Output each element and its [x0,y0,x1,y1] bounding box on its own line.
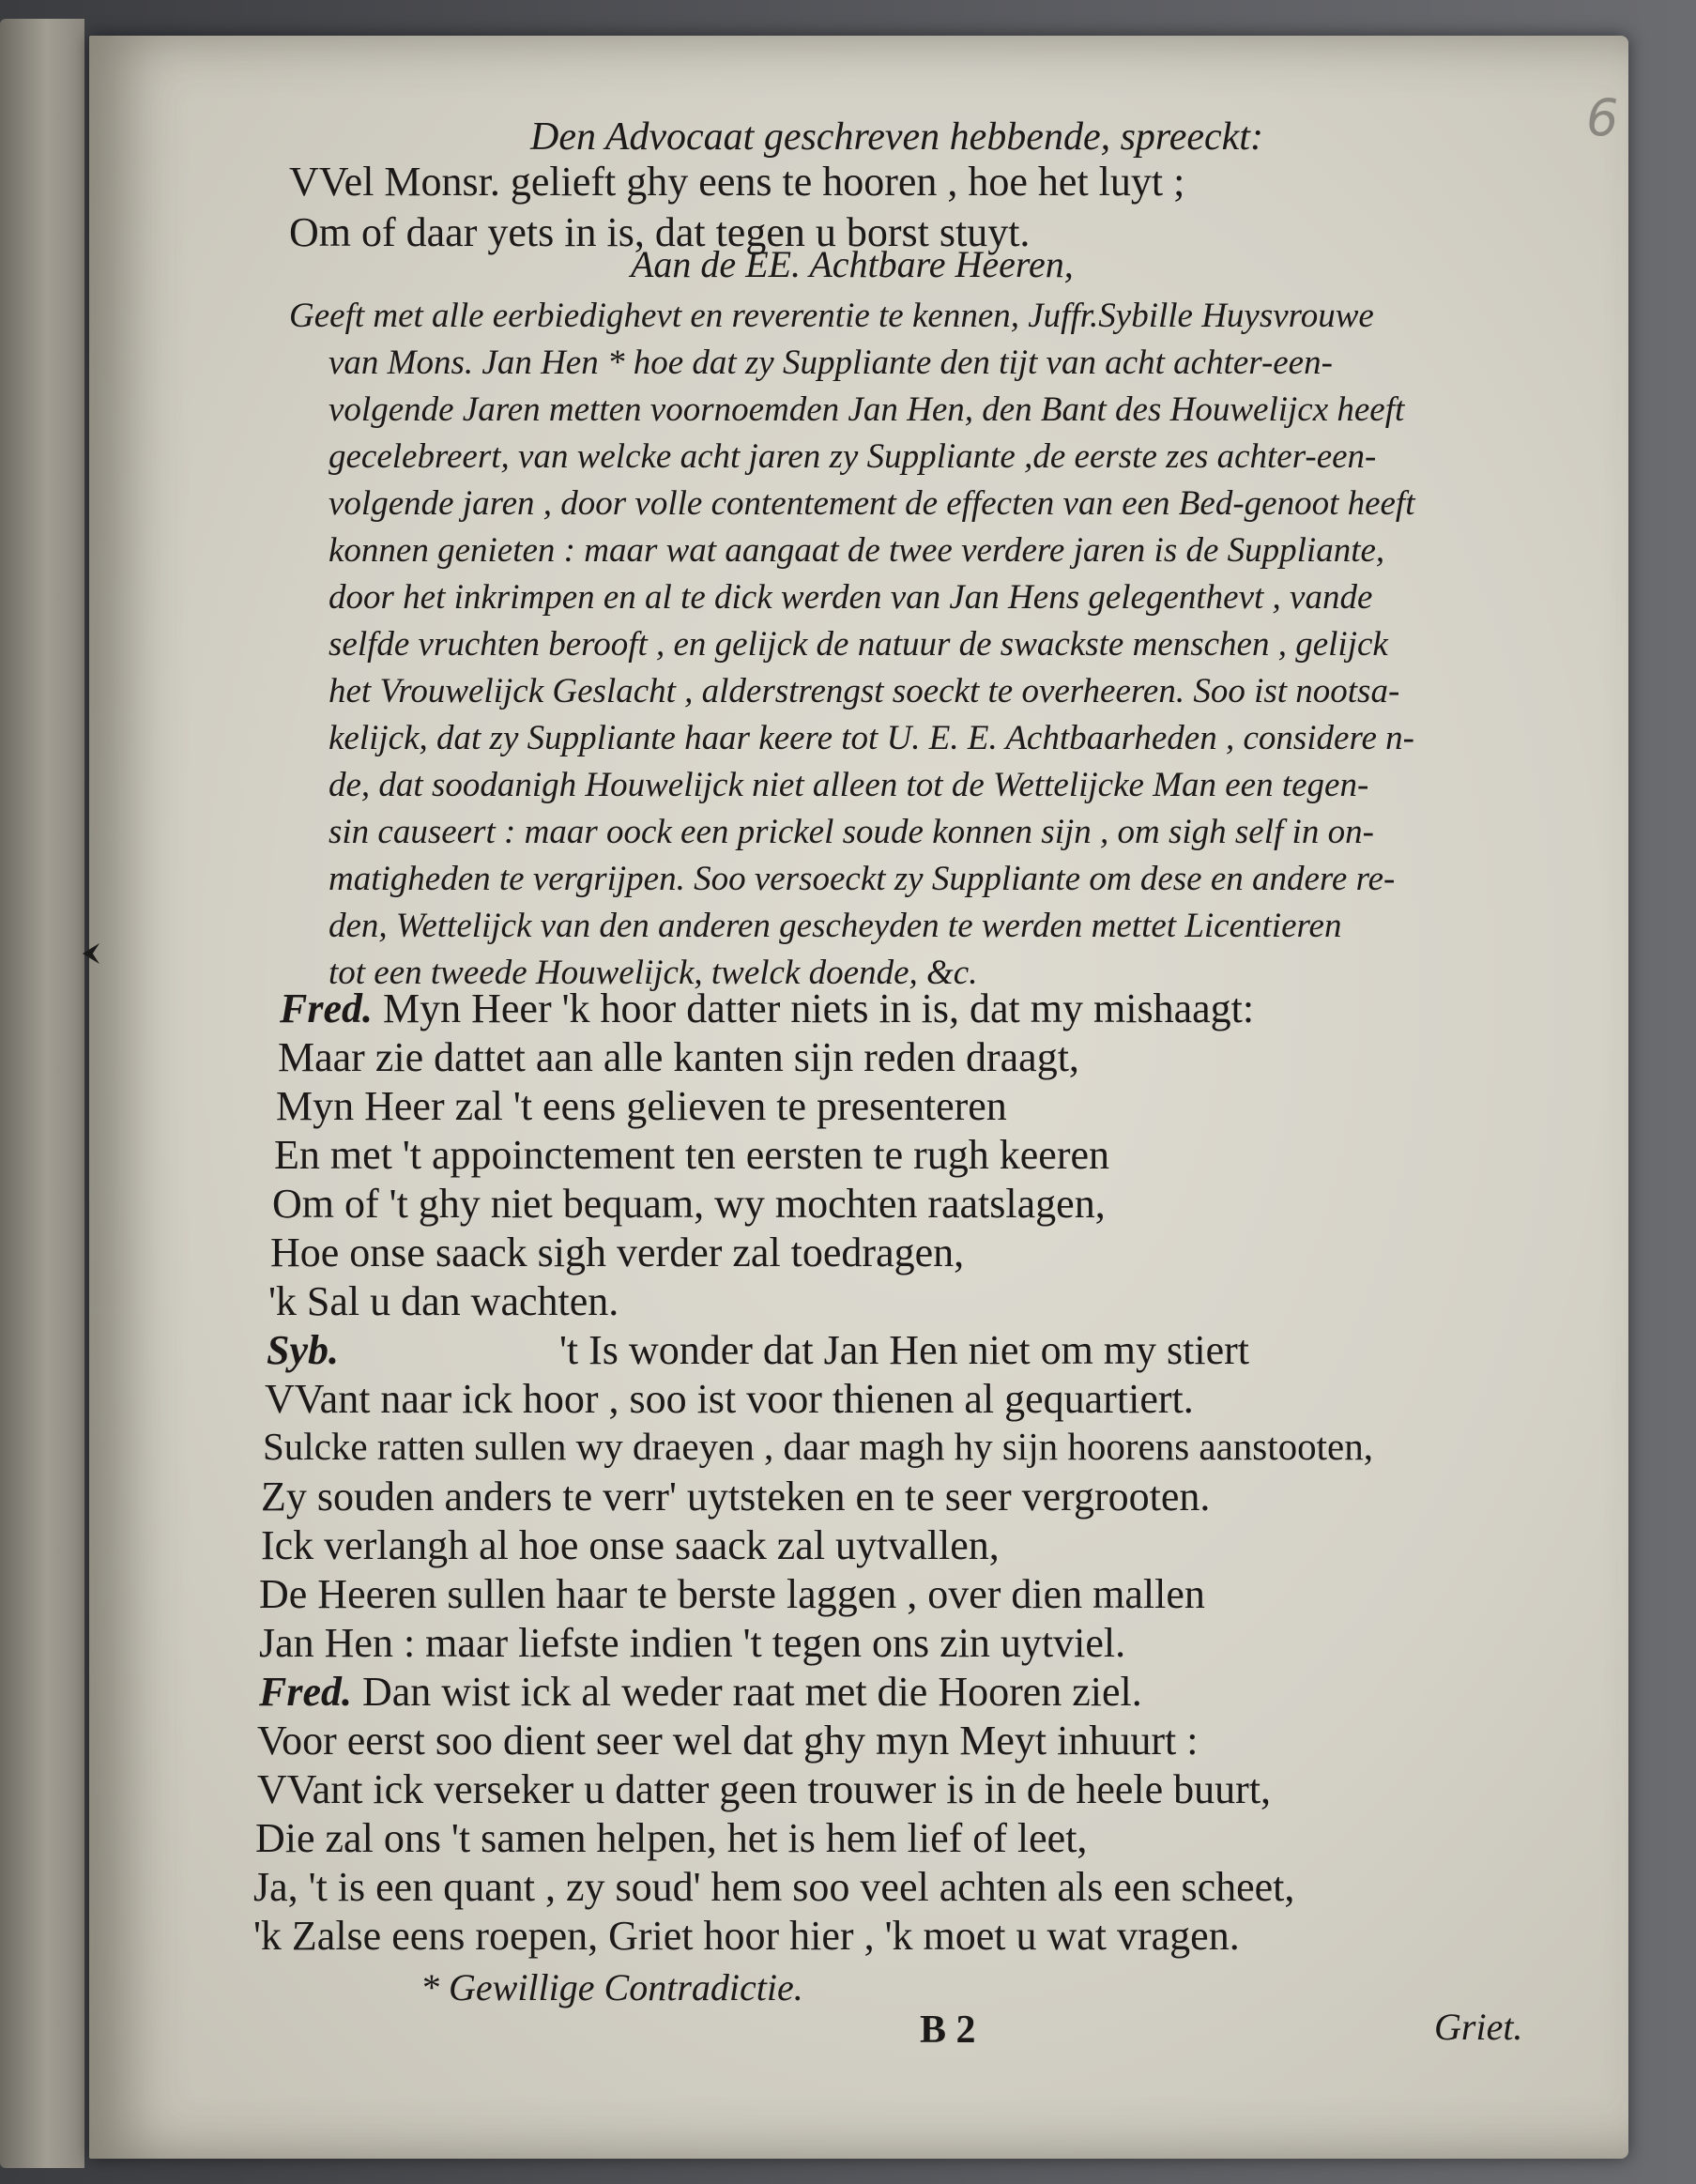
dialogue-line: Die zal ons 't samen helpen, het is hem lief of leet, [255,1815,1088,1861]
speaker-label: Fred. [259,1669,352,1715]
petition-line: Geeft met alle eerbiedighevt en reverentie te kennen, Juffr.Sybille Huysvrouwe [289,297,1374,335]
petition-line: volgende Jaren metten voornoemden Jan Hen, den Bant des Houwelijcx heeft [329,390,1405,429]
catchword: Griet. [1434,2006,1523,2048]
petition-line: volgende jaren , door volle contentement de effecten van een Bed-genoot heeft [329,484,1415,523]
dialogue-line: Zy souden anders te verr' uytsteken en te seer vergrooten. [261,1474,1211,1520]
facing-page-edge [0,19,84,2168]
dialogue-line [259,1669,1142,1715]
petition-line: tot een tweede Houwelijck, twelck doende, &c. [329,954,978,992]
dialogue-line: 'k Zalse eens roepen, Griet hoor hier , 'k moet u wat vragen. [253,1913,1240,1959]
petition-line: matigheden te vergrijpen. Soo versoeckt zy Suppliante om dese en andere re- [329,860,1396,898]
petition-line: sin causeert : maar oock een prickel soude konnen sijn , om sigh self in on- [329,813,1374,851]
dialogue-line: Ja, 't is een quant , zy soud' hem soo veel achten als een scheet, [253,1864,1295,1910]
dialogue-text: Dan wist ick al weder raat met die Hooren ziel. [362,1669,1142,1715]
dialogue-text: Myn Heer 'k hoor datter niets in is, dat my mishaagt: [383,985,1255,1031]
dialogue-text: 't Is wonder dat Jan Hen niet om my stiert [559,1327,1250,1373]
dialogue-line: De Heeren sullen haar te berste laggen , over dien mallen [259,1571,1205,1617]
petition-line: selfde vruchten berooft , en gelijck de natuur de swackste menschen , gelijck [329,625,1388,664]
signature-mark: B 2 [920,2008,976,2052]
dialogue-line: VVant ick verseker u datter geen trouwer is in de heele buurt, [257,1766,1272,1812]
speaker-label: Fred. [280,985,373,1031]
dialogue-line: Voor eerst soo dient seer wel dat ghy myn Meyt inhuurt : [257,1718,1199,1764]
petition-line: gecelebreert, van welcke acht jaren zy Suppliante ,de eerste zes achter-een- [329,437,1377,476]
dialogue-line [267,1327,1250,1373]
stage-direction: Den Advocaat geschreven hebbende, spreeckt: [530,115,1263,159]
dialogue-line: Jan Hen : maar liefste indien 't tegen ons zin uytviel. [259,1620,1126,1666]
verse-line: Om of daar yets in is, dat tegen u borst stuyt. [289,209,1031,255]
dialogue-line: 'k Sal u dan wachten. [268,1278,619,1324]
dialogue-line: VVant naar ick hoor , soo ist voor thienen al gequartiert. [265,1376,1194,1422]
petition-line: konnen genieten : maar wat aangaat de twee verdere jaren is de Suppliante, [329,531,1385,570]
verse-line: VVel Monsr. gelieft ghy eens te hooren , hoe het luyt ; [289,159,1185,205]
dialogue-line: Maar zie dattet aan alle kanten sijn reden draagt, [278,1034,1079,1080]
petition-line: den, Wettelijck van den anderen gescheyden te werden mettet Licentieren [329,907,1342,945]
dialogue-line [280,985,1255,1031]
dialogue-line: En met 't appoinctement ten eersten te rugh keeren [274,1132,1110,1178]
petition-line: het Vrouwelijck Geslacht , alderstrengst soeckt te overheeren. Soo ist nootsa- [329,672,1400,710]
dialogue-line: Om of 't ghy niet bequam, wy mochten raatslagen, [272,1181,1106,1227]
dialogue-line: Sulcke ratten sullen wy draeyen , daar magh hy sijn hoorens aanstooten, [263,1425,1373,1468]
footnote: * Gewillige Contradictie. [420,1966,803,2008]
petition-line: kelijck, dat zy Suppliante haar keere tot U. E. E. Achtbaarheden , considere n- [329,719,1414,757]
petition-line: de, dat soodanigh Houwelijck niet alleen tot de Wettelijcke Man een tegen- [329,766,1369,804]
folio-mark: 6 [1586,88,1619,147]
petition-line: van Mons. Jan Hen * hoe dat zy Suppliante den tijt van acht achter-een- [329,344,1333,382]
petition-heading: Aan de EE. Achtbare Heeren, [631,243,1074,285]
dialogue-line: Ick verlangh al hoe onse saack zal uytvallen, [261,1522,1000,1568]
dialogue-line: Myn Heer zal 't eens gelieven te presenteren [276,1083,1007,1129]
speaker-label: Syb. [267,1327,339,1373]
dialogue-line: Hoe onse saack sigh verder zal toedragen, [270,1229,965,1275]
petition-line: door het inkrimpen en al te dick werden van Jan Hens gelegenthevt , vande [329,578,1373,617]
